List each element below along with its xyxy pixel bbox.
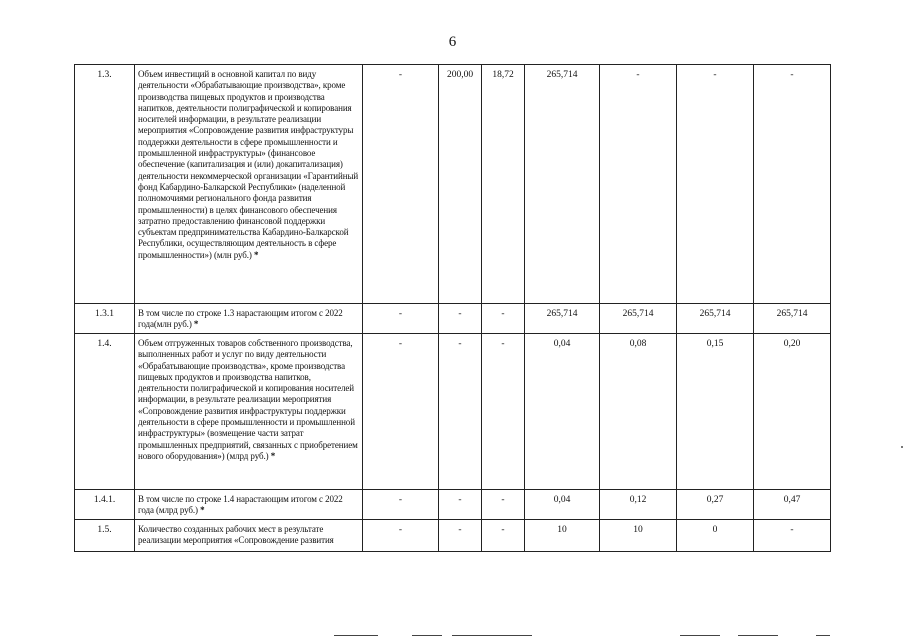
value-cell: 0,04 bbox=[525, 490, 600, 520]
value-cell: - bbox=[363, 490, 439, 520]
value-cell: - bbox=[363, 334, 439, 490]
row-number: 1.5. bbox=[75, 520, 135, 552]
value-cell: 265,714 bbox=[754, 304, 831, 334]
table-row bbox=[75, 65, 831, 304]
scan-artifact-dot bbox=[901, 446, 903, 448]
value-cell: 200,00 bbox=[439, 65, 482, 304]
footnote-mark: * bbox=[253, 249, 259, 260]
value-cell: 265,714 bbox=[677, 304, 754, 334]
scan-artifact-line bbox=[334, 635, 378, 636]
row-description: В том числе по строке 1.4 нарастающим итогом с 2022 года (млрд руб.) * bbox=[135, 490, 363, 520]
row-description: В том числе по строке 1.3 нарастающим итогом с 2022 года(млн руб.) * bbox=[135, 304, 363, 334]
row-description: Объем отгруженных товаров собственного производства, выполненных работ и услуг по виду деятельности «Обрабатывающие производства», кроме производства пищевых продуктов и производства напитков, деятельности полиграфической и копирования носителей информации, в результате реализации мероприятия «Сопровождение развития инфраструктуры поддержки деятельности в сфере промышленности и промышленной инфраструктуры» (возмещение части затрат промышленных предприятий, связанных с приобретением нового оборудования») (млрд руб.) * bbox=[135, 334, 363, 490]
scan-artifact-line bbox=[412, 635, 442, 636]
value-cell: - bbox=[677, 65, 754, 304]
value-cell: 10 bbox=[600, 520, 677, 552]
footnote-mark: * bbox=[270, 450, 276, 461]
row-number: 1.3. bbox=[75, 65, 135, 304]
scan-artifact-line bbox=[452, 635, 532, 636]
value-cell: 0,12 bbox=[600, 490, 677, 520]
page-number: 6 bbox=[448, 34, 457, 50]
value-cell: - bbox=[754, 520, 831, 552]
value-cell: 18,72 bbox=[482, 65, 525, 304]
scan-artifact-line bbox=[816, 635, 830, 636]
footnote-mark: * bbox=[193, 319, 199, 330]
value-cell: - bbox=[482, 520, 525, 552]
value-cell: - bbox=[439, 490, 482, 520]
row-number: 1.4.1. bbox=[75, 490, 135, 520]
value-cell: - bbox=[363, 520, 439, 552]
value-cell: - bbox=[600, 65, 677, 304]
value-cell: - bbox=[439, 520, 482, 552]
value-cell: 0,08 bbox=[600, 334, 677, 490]
value-cell: - bbox=[482, 334, 525, 490]
value-cell: 0,47 bbox=[754, 490, 831, 520]
footnote-mark: * bbox=[200, 505, 205, 516]
indicators-table bbox=[74, 64, 831, 552]
value-cell: - bbox=[482, 490, 525, 520]
row-number: 1.4. bbox=[75, 334, 135, 490]
table-row bbox=[75, 334, 831, 490]
value-cell: 265,714 bbox=[525, 304, 600, 334]
value-cell: 265,714 bbox=[600, 304, 677, 334]
value-cell: 265,714 bbox=[525, 65, 600, 304]
value-cell: - bbox=[439, 304, 482, 334]
scan-artifact-line bbox=[738, 635, 778, 636]
value-cell: - bbox=[754, 65, 831, 304]
value-cell: 0 bbox=[677, 520, 754, 552]
value-cell: 10 bbox=[525, 520, 600, 552]
value-cell: 0,04 bbox=[525, 334, 600, 490]
scan-artifact-line bbox=[680, 635, 720, 636]
table-row bbox=[75, 304, 831, 334]
row-number: 1.3.1 bbox=[75, 304, 135, 334]
value-cell: - bbox=[363, 304, 439, 334]
row-description: Объем инвестиций в основной капитал по виду деятельности «Обрабатывающие производства», кроме производства пищевых продуктов и производства напитков, деятельности полиграфической и копирования носителей информации, в результате реализации мероприятия «Сопровождение развития инфраструктуры поддержки деятельности в сфере промышленности и промышленной инфраструктуры» (финансовое обеспечение (капитализация и (или) докапитализация) деятельности некоммерческой организации «Гарантийный фонд Кабардино-Балкарской Республики» (наделенной полномочиями регионального фонда развития промышленности) в целях финансового обеспечения затратно предоставлению финансовой поддержки субъектам предпринимательства Кабардино-Балкарской Республики, осуществляющим деятельность в сфере промышленности») (млн руб.) * bbox=[135, 65, 363, 304]
value-cell: - bbox=[439, 334, 482, 490]
value-cell: - bbox=[482, 304, 525, 334]
row-description: Количество созданных рабочих мест в результате реализации мероприятия «Сопровождение развития bbox=[135, 520, 363, 552]
value-cell: 0,20 bbox=[754, 334, 831, 490]
table-row bbox=[75, 490, 831, 520]
table-row bbox=[75, 520, 831, 552]
value-cell: 0,15 bbox=[677, 334, 754, 490]
value-cell: - bbox=[363, 65, 439, 304]
value-cell: 0,27 bbox=[677, 490, 754, 520]
